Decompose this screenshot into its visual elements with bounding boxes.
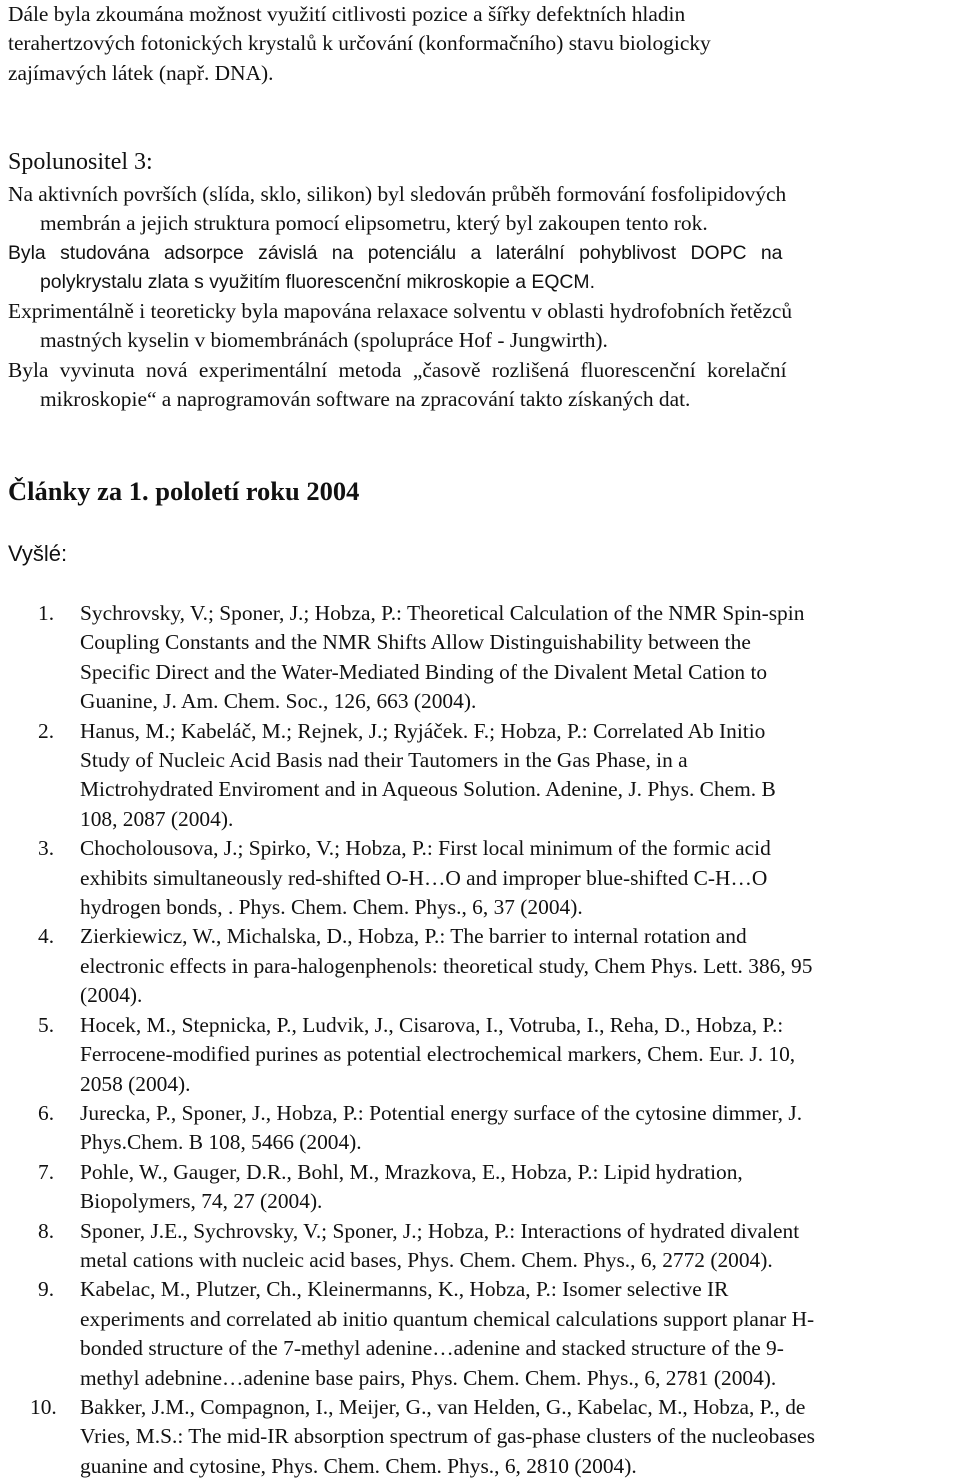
publication-line: Phys.Chem. B 108, 5466 (2004). [80, 1130, 362, 1155]
publication-number: 2. [38, 718, 55, 743]
coauthor3-paragraph-1 [8, 180, 952, 239]
coauthor3-paragraph-3 [8, 297, 952, 356]
publication-line: guanine and cytosine, Phys. Chem. Chem. Phys., 6, 2810 (2004). [80, 1453, 637, 1478]
publication-line: Biopolymers, 74, 27 (2004). [80, 1189, 323, 1214]
publication-line: electronic effects in para-halogenphenols: theoretical study, Chem Phys. Lett. 386, 95 [80, 953, 813, 978]
coauthor3-heading: Spolunositel 3: [8, 149, 153, 175]
publication-number: 8. [38, 1218, 55, 1243]
publication-item [0, 922, 950, 1010]
paragraph-line: Na aktivních površích (slída, sklo, silikon) byl sledován průběh formování fosfolipidových [8, 182, 787, 206]
publication-line: Vries, M.S.: The mid-IR absorption spectrum of gas-phase clusters of the nucleobases [80, 1424, 815, 1449]
publication-line: Ferrocene-modified purines as potential electrochemical markers, Chem. Eur. J. 10, [80, 1042, 796, 1067]
intro-paragraph [8, 0, 952, 88]
paragraph-line: mastných kyselin v biomembránách (spolupráce Hof - Jungwirth). [40, 328, 608, 353]
coauthor3-paragraph-4 [8, 356, 952, 415]
publication-line: Study of Nucleic Acid Basis nad their Tautomers in the Gas Phase, in a [80, 748, 688, 773]
paragraph-line: mikroskopie“ a naprogramován software na zpracování takto získaných dat. [40, 387, 691, 412]
intro-line: Dále byla zkoumána možnost využití citlivosti pozice a šířky defektních hladin [8, 2, 686, 26]
publication-line: Sychrovsky, V.; Sponer, J.; Hobza, P.: Theoretical Calculation of the NMR Spin-spin [80, 601, 805, 625]
publication-line: 108, 2087 (2004). [80, 806, 234, 831]
publication-line: Kabelac, M., Plutzer, Ch., Kleinermanns, K., Hobza, P.: Isomer selective IR [80, 1277, 729, 1302]
publication-line: methyl adebnine…adenine base pairs, Phys. Chem. Chem. Phys., 6, 2781 (2004). [80, 1365, 777, 1390]
articles-subheading: Vyšlé: [8, 541, 68, 566]
publication-item [0, 717, 950, 835]
publication-line: metal cations with nucleic acid bases, Phys. Chem. Chem. Phys., 6, 2772 (2004). [80, 1247, 773, 1272]
coauthor3-paragraph-2 [8, 239, 952, 298]
publication-number: 5. [38, 1012, 55, 1037]
publication-line: Hocek, M., Stepnicka, P., Ludvik, J., Cisarova, I., Votruba, I., Reha, D., Hobza, P.: [80, 1012, 784, 1037]
publication-line: Pohle, W., Gauger, D.R., Bohl, M., Mrazkova, E., Hobza, P.: Lipid hydration, [80, 1159, 743, 1184]
publication-number: 1. [38, 601, 55, 625]
publication-item [0, 1011, 950, 1099]
publication-line: Hanus, M.; Kabeláč, M.; Rejnek, J.; Ryjáček. F.; Hobza, P.: Correlated Ab Initio [80, 718, 766, 743]
publication-line: Specific Direct and the Water-Mediated Binding of the Divalent Metal Cation to [80, 659, 768, 684]
publication-line: Sponer, J.E., Sychrovsky, V.; Sponer, J.; Hobza, P.: Interactions of hydrated divalent [80, 1218, 800, 1243]
publication-line: Chocholousova, J.; Spirko, V.; Hobza, P.: First local minimum of the formic acid [80, 836, 771, 861]
publication-item [0, 1275, 950, 1393]
publication-item [0, 1158, 950, 1217]
publication-line: Jurecka, P., Sponer, J., Hobza, P.: Potential energy surface of the cytosine dimmer, J. [80, 1100, 803, 1125]
publication-line: exhibits simultaneously red-shifted O-H…O and improper blue-shifted C-H…O [80, 865, 768, 890]
publication-number: 10. [30, 1394, 57, 1419]
intro-line: zajímavých látek (např. DNA). [8, 60, 274, 85]
publication-line: 2058 (2004). [80, 1071, 191, 1096]
publication-line: Zierkiewicz, W., Michalska, D., Hobza, P.: The barrier to internal rotation and [80, 924, 747, 949]
paragraph-line: Byla studována adsorpce závislá na potenciálu a laterální pohyblivost DOPC na [8, 242, 783, 264]
publication-line: Bakker, J.M., Compagnon, I., Meijer, G., van Helden, G., Kabelac, M., Hobza, P., de [80, 1394, 806, 1419]
publication-number: 7. [38, 1159, 55, 1184]
paragraph-line: Exprimentálně i teoreticky byla mapována relaxace solventu v oblasti hydrofobních řetězců [8, 299, 793, 323]
publication-line: hydrogen bonds, . Phys. Chem. Chem. Phys., 6, 37 (2004). [80, 895, 583, 920]
paragraph-line: membrán a jejich struktura pomocí elipsometru, který byl zakoupen tento rok. [40, 211, 708, 236]
publication-number: 3. [38, 836, 55, 861]
publication-line: Mictrohydrated Enviroment and in Aqueous Solution. Adenine, J. Phys. Chem. B [80, 777, 776, 802]
publication-number: 6. [38, 1100, 55, 1125]
paragraph-line: Byla vyvinuta nová experimentální metoda „časově rozlišená fluorescenční korelační [8, 358, 787, 382]
publication-line: (2004). [80, 983, 143, 1008]
publication-number: 4. [38, 924, 55, 949]
publication-number: 9. [38, 1277, 55, 1302]
publication-line: Guanine, J. Am. Chem. Soc., 126, 663 (2004). [80, 689, 477, 714]
intro-line: terahertzových fotonických krystalů k určování (konformačního) stavu biologicky [8, 31, 711, 56]
articles-heading: Články za 1. pololetí roku 2004 [8, 476, 360, 506]
publication-item [0, 1393, 950, 1481]
publication-item [0, 599, 950, 717]
publication-item [0, 1099, 950, 1158]
publication-item [0, 834, 950, 922]
publication-line: bonded structure of the 7-methyl adenine…adenine and stacked structure of the 9- [80, 1336, 784, 1361]
paragraph-line: polykrystalu zlata s využitím fluorescenční mikroskopie a EQCM. [40, 271, 595, 294]
publication-line: experiments and correlated ab initio quantum chemical calculations support planar H- [80, 1306, 815, 1331]
publication-line: Coupling Constants and the NMR Shifts Allow Distinguishability between the [80, 630, 751, 655]
publication-list [0, 599, 960, 1481]
publication-item [0, 1217, 950, 1276]
